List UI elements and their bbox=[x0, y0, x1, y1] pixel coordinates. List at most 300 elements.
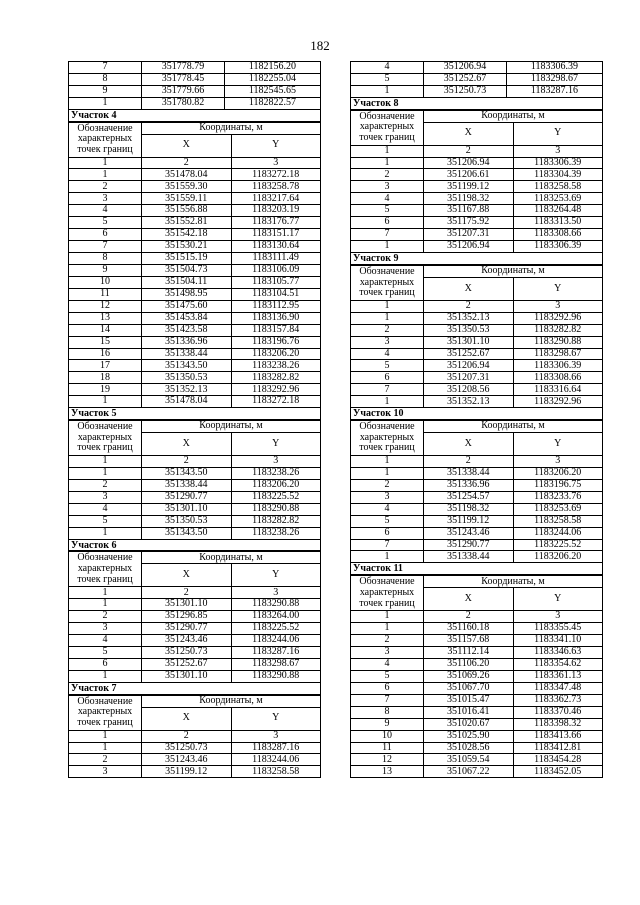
point-number: 3 bbox=[69, 623, 142, 635]
table-row bbox=[351, 396, 603, 408]
point-number: 2 bbox=[69, 754, 142, 766]
header-label-line: точек границ bbox=[77, 573, 133, 585]
point-number: 19 bbox=[69, 384, 142, 396]
x-coordinate: 351252.67 bbox=[424, 73, 507, 85]
column-number-row bbox=[351, 455, 603, 467]
header-label-line: характерных bbox=[359, 586, 415, 598]
point-number: 7 bbox=[351, 384, 424, 396]
y-coordinate: 1183238.26 bbox=[231, 360, 321, 372]
table-row bbox=[69, 324, 321, 336]
header-label-line: Обозначение bbox=[359, 110, 415, 122]
table-row bbox=[351, 193, 603, 205]
point-number: 4 bbox=[351, 62, 424, 74]
section-title: Участок 11 bbox=[350, 563, 603, 575]
column-number-row bbox=[69, 587, 321, 599]
table-row bbox=[69, 658, 321, 670]
point-number: 5 bbox=[69, 217, 142, 229]
y-coordinate: 1183196.76 bbox=[231, 336, 321, 348]
x-coordinate: 351059.54 bbox=[424, 754, 514, 766]
x-coordinate: 351780.82 bbox=[142, 97, 225, 109]
table-row bbox=[351, 324, 603, 336]
table-row bbox=[69, 181, 321, 193]
x-coordinate: 351290.77 bbox=[424, 539, 514, 551]
y-coordinate: 1183454.28 bbox=[513, 754, 603, 766]
x-coordinate: 351250.73 bbox=[424, 85, 507, 97]
x-coordinate: 351250.73 bbox=[142, 742, 232, 754]
x-coordinate: 351198.32 bbox=[424, 193, 514, 205]
y-header: Y bbox=[513, 433, 603, 456]
table-row bbox=[351, 229, 603, 241]
y-coordinate: 1183355.45 bbox=[513, 623, 603, 635]
y-coordinate: 1183206.20 bbox=[513, 467, 603, 479]
table-row bbox=[69, 503, 321, 515]
coordinates-table bbox=[68, 61, 321, 110]
coordinates-table bbox=[350, 420, 603, 563]
x-coordinate: 351552.81 bbox=[142, 217, 232, 229]
table-row bbox=[351, 730, 603, 742]
coordinates-header: Координаты, м bbox=[424, 421, 603, 433]
y-coordinate: 1183398.32 bbox=[513, 718, 603, 730]
table-row bbox=[69, 97, 321, 109]
table-row bbox=[351, 205, 603, 217]
column-number-row bbox=[351, 300, 603, 312]
table-row bbox=[69, 276, 321, 288]
y-coordinate: 1183244.06 bbox=[513, 527, 603, 539]
point-number: 6 bbox=[351, 682, 424, 694]
point-number: 8 bbox=[69, 253, 142, 265]
point-number: 1 bbox=[351, 85, 424, 97]
x-coordinate: 351243.46 bbox=[142, 754, 232, 766]
coordinates-header: Координаты, м bbox=[424, 110, 603, 122]
y-coordinate: 1183292.96 bbox=[231, 384, 321, 396]
x-coordinate: 351352.13 bbox=[424, 312, 514, 324]
point-number: 6 bbox=[69, 229, 142, 241]
table-row bbox=[351, 635, 603, 647]
y-coordinate: 1183233.76 bbox=[513, 491, 603, 503]
table-row bbox=[351, 217, 603, 229]
x-coordinate: 351542.18 bbox=[142, 229, 232, 241]
table-row bbox=[69, 467, 321, 479]
section-title: Участок 4 bbox=[68, 110, 321, 122]
table-row bbox=[69, 241, 321, 253]
y-coordinate: 1183272.18 bbox=[231, 396, 321, 408]
x-coordinate: 351254.57 bbox=[424, 491, 514, 503]
x-header: X bbox=[142, 564, 232, 587]
y-coordinate: 1183316.64 bbox=[513, 384, 603, 396]
x-coordinate: 351475.60 bbox=[142, 300, 232, 312]
coordinates-header: Координаты, м bbox=[142, 122, 321, 134]
column-number: 1 bbox=[69, 587, 142, 599]
table-row bbox=[69, 384, 321, 396]
coordinates-table bbox=[350, 110, 603, 253]
table-row bbox=[69, 479, 321, 491]
y-coordinate: 1183298.67 bbox=[513, 348, 603, 360]
table-row bbox=[69, 264, 321, 276]
section-title: Участок 7 bbox=[68, 683, 321, 695]
x-coordinate: 351206.94 bbox=[424, 157, 514, 169]
point-number: 16 bbox=[69, 348, 142, 360]
point-number: 11 bbox=[69, 288, 142, 300]
y-coordinate: 1183244.06 bbox=[231, 635, 321, 647]
point-number: 1 bbox=[351, 623, 424, 635]
point-number: 2 bbox=[351, 324, 424, 336]
coordinates-header: Координаты, м bbox=[142, 421, 321, 433]
coordinates-header: Координаты, м bbox=[424, 265, 603, 277]
y-coordinate: 1183292.96 bbox=[513, 396, 603, 408]
table-row bbox=[69, 73, 321, 85]
table-row bbox=[69, 527, 321, 539]
point-number: 7 bbox=[351, 229, 424, 241]
y-coordinate: 1183354.62 bbox=[513, 658, 603, 670]
x-header: X bbox=[142, 134, 232, 157]
point-number: 2 bbox=[69, 479, 142, 491]
header-label-line: характерных bbox=[359, 431, 415, 443]
point-number: 2 bbox=[69, 181, 142, 193]
point-number: 1 bbox=[69, 396, 142, 408]
coordinates-table bbox=[68, 122, 321, 409]
x-coordinate: 351167.88 bbox=[424, 205, 514, 217]
table-row bbox=[69, 253, 321, 265]
y-coordinate: 1183361.13 bbox=[513, 670, 603, 682]
table-row bbox=[351, 73, 603, 85]
x-coordinate: 351067.22 bbox=[424, 766, 514, 778]
x-coordinate: 351020.67 bbox=[424, 718, 514, 730]
table-row bbox=[351, 706, 603, 718]
coordinates-header: Координаты, м bbox=[142, 552, 321, 564]
column-number: 1 bbox=[351, 455, 424, 467]
point-number: 11 bbox=[351, 742, 424, 754]
header-label-line: Обозначение bbox=[77, 421, 133, 433]
y-coordinate: 1183217.64 bbox=[231, 193, 321, 205]
x-coordinate: 351106.20 bbox=[424, 658, 514, 670]
point-number: 4 bbox=[351, 503, 424, 515]
table-row bbox=[351, 479, 603, 491]
table-row bbox=[351, 62, 603, 74]
table-row bbox=[351, 503, 603, 515]
table-row bbox=[351, 527, 603, 539]
header-row bbox=[351, 421, 603, 433]
point-number: 1 bbox=[69, 742, 142, 754]
y-coordinate: 1183370.46 bbox=[513, 706, 603, 718]
y-coordinate: 1183258.58 bbox=[231, 766, 321, 778]
header-label-line: точек границ bbox=[77, 442, 133, 454]
point-number: 3 bbox=[351, 647, 424, 659]
x-coordinate: 351530.21 bbox=[142, 241, 232, 253]
point-number: 9 bbox=[69, 264, 142, 276]
y-coordinate: 1183306.39 bbox=[507, 62, 603, 74]
point-number: 10 bbox=[69, 276, 142, 288]
column-number: 2 bbox=[142, 157, 232, 169]
x-header: X bbox=[142, 433, 232, 456]
table-row bbox=[69, 169, 321, 181]
column-number: 1 bbox=[351, 145, 424, 157]
x-coordinate: 351336.96 bbox=[424, 479, 514, 491]
y-coordinate: 1183452.05 bbox=[513, 766, 603, 778]
page-number: 182 bbox=[310, 38, 330, 53]
point-number: 6 bbox=[351, 527, 424, 539]
header-label-line: точек границ bbox=[359, 597, 415, 609]
x-coordinate: 351343.50 bbox=[142, 360, 232, 372]
column-number: 2 bbox=[142, 730, 232, 742]
table-row bbox=[69, 205, 321, 217]
point-number: 2 bbox=[351, 635, 424, 647]
table-row bbox=[351, 348, 603, 360]
point-number: 2 bbox=[351, 169, 424, 181]
table-row bbox=[69, 754, 321, 766]
point-label-header bbox=[351, 110, 424, 145]
table-row bbox=[351, 647, 603, 659]
y-coordinate: 1183290.88 bbox=[513, 336, 603, 348]
point-number: 1 bbox=[351, 157, 424, 169]
y-coordinate: 1183412.81 bbox=[513, 742, 603, 754]
table-row bbox=[69, 396, 321, 408]
x-coordinate: 351515.19 bbox=[142, 253, 232, 265]
y-header: Y bbox=[231, 564, 321, 587]
y-coordinate: 1183413.66 bbox=[513, 730, 603, 742]
point-number: 4 bbox=[351, 658, 424, 670]
x-coordinate: 351350.53 bbox=[424, 324, 514, 336]
x-coordinate: 351778.45 bbox=[142, 73, 225, 85]
x-coordinate: 351352.13 bbox=[424, 396, 514, 408]
column-number-row bbox=[69, 455, 321, 467]
header-row bbox=[351, 265, 603, 277]
point-number: 1 bbox=[351, 312, 424, 324]
column-number: 2 bbox=[424, 145, 514, 157]
column-number: 3 bbox=[231, 455, 321, 467]
column-number: 1 bbox=[351, 300, 424, 312]
y-coordinate: 1183238.26 bbox=[231, 467, 321, 479]
column-number: 2 bbox=[424, 300, 514, 312]
x-header: X bbox=[424, 433, 514, 456]
table-row bbox=[69, 300, 321, 312]
x-coordinate: 351206.94 bbox=[424, 62, 507, 74]
x-header: X bbox=[424, 122, 514, 145]
header-label-line: точек границ bbox=[77, 143, 133, 155]
point-number: 2 bbox=[351, 479, 424, 491]
table-row bbox=[69, 229, 321, 241]
table-row bbox=[351, 623, 603, 635]
table-row bbox=[69, 288, 321, 300]
y-coordinate: 1183151.17 bbox=[231, 229, 321, 241]
point-number: 9 bbox=[69, 85, 142, 97]
x-coordinate: 351778.79 bbox=[142, 62, 225, 74]
x-coordinate: 351350.53 bbox=[142, 515, 232, 527]
table-row bbox=[69, 372, 321, 384]
table-row bbox=[351, 766, 603, 778]
table-row bbox=[351, 181, 603, 193]
x-coordinate: 351423.58 bbox=[142, 324, 232, 336]
x-coordinate: 351250.73 bbox=[142, 646, 232, 658]
table-row bbox=[351, 670, 603, 682]
x-coordinate: 351290.77 bbox=[142, 491, 232, 503]
y-coordinate: 1183106.09 bbox=[231, 264, 321, 276]
y-coordinate: 1183346.63 bbox=[513, 647, 603, 659]
x-coordinate: 351207.31 bbox=[424, 229, 514, 241]
y-coordinate: 1183203.19 bbox=[231, 205, 321, 217]
x-header: X bbox=[424, 588, 514, 611]
point-number: 10 bbox=[351, 730, 424, 742]
x-coordinate: 351199.12 bbox=[142, 766, 232, 778]
point-label-header bbox=[69, 421, 142, 456]
x-coordinate: 351198.32 bbox=[424, 503, 514, 515]
x-coordinate: 351559.30 bbox=[142, 181, 232, 193]
point-number: 3 bbox=[351, 181, 424, 193]
point-number: 1 bbox=[69, 97, 142, 109]
table-row bbox=[351, 491, 603, 503]
y-coordinate: 1183264.00 bbox=[231, 611, 321, 623]
point-label-header bbox=[351, 265, 424, 300]
point-number: 1 bbox=[69, 467, 142, 479]
y-coordinate: 1183225.52 bbox=[513, 539, 603, 551]
point-number: 3 bbox=[69, 766, 142, 778]
y-coordinate: 1183282.82 bbox=[231, 515, 321, 527]
table-row bbox=[351, 658, 603, 670]
point-number: 9 bbox=[351, 718, 424, 730]
header-label-line: Обозначение bbox=[77, 695, 133, 707]
point-number: 18 bbox=[69, 372, 142, 384]
column-number: 1 bbox=[69, 157, 142, 169]
point-number: 1 bbox=[351, 241, 424, 253]
x-coordinate: 351343.50 bbox=[142, 527, 232, 539]
y-coordinate: 1183196.75 bbox=[513, 479, 603, 491]
section-title: Участок 5 bbox=[68, 408, 321, 420]
coordinates-header: Координаты, м bbox=[142, 695, 321, 707]
column-number: 3 bbox=[513, 455, 603, 467]
y-coordinate: 1183225.52 bbox=[231, 623, 321, 635]
header-label-line: характерных bbox=[77, 563, 133, 575]
x-coordinate: 351478.04 bbox=[142, 169, 232, 181]
y-coordinate: 1183290.88 bbox=[231, 599, 321, 611]
x-coordinate: 351498.95 bbox=[142, 288, 232, 300]
point-number: 7 bbox=[69, 241, 142, 253]
table-row bbox=[69, 611, 321, 623]
y-coordinate: 1183306.39 bbox=[513, 157, 603, 169]
table-row bbox=[351, 682, 603, 694]
point-number: 8 bbox=[69, 73, 142, 85]
left-column bbox=[68, 61, 321, 778]
section-title: Участок 9 bbox=[350, 253, 603, 265]
y-coordinate: 1183253.69 bbox=[513, 193, 603, 205]
point-label-header bbox=[351, 421, 424, 456]
table-row bbox=[351, 336, 603, 348]
y-coordinate: 1183104.51 bbox=[231, 288, 321, 300]
y-coordinate: 1183298.67 bbox=[231, 658, 321, 670]
table-row bbox=[351, 241, 603, 253]
x-coordinate: 351112.14 bbox=[424, 647, 514, 659]
x-coordinate: 351352.13 bbox=[142, 384, 232, 396]
table-row bbox=[69, 312, 321, 324]
header-label-line: точек границ bbox=[359, 442, 415, 454]
right-column bbox=[350, 61, 603, 778]
x-coordinate: 351069.26 bbox=[424, 670, 514, 682]
point-number: 7 bbox=[351, 694, 424, 706]
y-coordinate: 1183206.20 bbox=[513, 551, 603, 563]
x-coordinate: 351252.67 bbox=[142, 658, 232, 670]
point-number: 1 bbox=[69, 599, 142, 611]
header-label-line: характерных bbox=[359, 121, 415, 133]
coordinates-table bbox=[350, 61, 603, 98]
table-row bbox=[351, 312, 603, 324]
point-number: 4 bbox=[69, 635, 142, 647]
section-title: Участок 10 bbox=[350, 408, 603, 420]
point-number: 5 bbox=[351, 73, 424, 85]
y-coordinate: 1183313.50 bbox=[513, 217, 603, 229]
x-coordinate: 351559.11 bbox=[142, 193, 232, 205]
x-coordinate: 351556.88 bbox=[142, 205, 232, 217]
x-coordinate: 351206.94 bbox=[424, 241, 514, 253]
column-number: 2 bbox=[142, 455, 232, 467]
point-number: 12 bbox=[351, 754, 424, 766]
header-row bbox=[69, 122, 321, 134]
point-number: 5 bbox=[351, 670, 424, 682]
y-coordinate: 1183308.66 bbox=[513, 229, 603, 241]
x-coordinate: 351504.73 bbox=[142, 264, 232, 276]
y-coordinate: 1183282.82 bbox=[513, 324, 603, 336]
table-row bbox=[69, 515, 321, 527]
point-number: 15 bbox=[69, 336, 142, 348]
column-number: 3 bbox=[513, 611, 603, 623]
column-number-row bbox=[69, 730, 321, 742]
x-coordinate: 351028.56 bbox=[424, 742, 514, 754]
header-label-line: Обозначение bbox=[359, 265, 415, 277]
table-row bbox=[69, 348, 321, 360]
column-number: 2 bbox=[424, 611, 514, 623]
x-coordinate: 351290.77 bbox=[142, 623, 232, 635]
point-label-header bbox=[351, 576, 424, 611]
point-number: 3 bbox=[69, 491, 142, 503]
x-coordinate: 351338.44 bbox=[424, 551, 514, 563]
header-label-line: характерных bbox=[359, 276, 415, 288]
point-label-header bbox=[69, 695, 142, 730]
x-coordinate: 351199.12 bbox=[424, 515, 514, 527]
x-coordinate: 351157.68 bbox=[424, 635, 514, 647]
y-header: Y bbox=[231, 134, 321, 157]
table-row bbox=[351, 467, 603, 479]
x-coordinate: 351067.70 bbox=[424, 682, 514, 694]
column-number: 3 bbox=[513, 145, 603, 157]
table-row bbox=[69, 766, 321, 778]
point-number: 7 bbox=[351, 539, 424, 551]
point-label-header bbox=[69, 122, 142, 157]
y-coordinate: 1183272.18 bbox=[231, 169, 321, 181]
section-title: Участок 6 bbox=[68, 540, 321, 552]
point-number: 1 bbox=[69, 169, 142, 181]
table-row bbox=[69, 742, 321, 754]
point-number: 12 bbox=[69, 300, 142, 312]
point-number: 4 bbox=[351, 348, 424, 360]
y-coordinate: 1183282.82 bbox=[231, 372, 321, 384]
y-coordinate: 1183290.88 bbox=[231, 670, 321, 682]
y-coordinate: 1183130.64 bbox=[231, 241, 321, 253]
column-number-row bbox=[351, 611, 603, 623]
column-number-row bbox=[351, 145, 603, 157]
column-number: 2 bbox=[142, 587, 232, 599]
table-row bbox=[69, 635, 321, 647]
point-number: 13 bbox=[351, 766, 424, 778]
x-coordinate: 351504.11 bbox=[142, 276, 232, 288]
y-coordinate: 1182156.20 bbox=[225, 62, 321, 74]
x-coordinate: 351343.50 bbox=[142, 467, 232, 479]
x-coordinate: 351206.94 bbox=[424, 360, 514, 372]
point-number: 5 bbox=[69, 515, 142, 527]
column-number: 1 bbox=[351, 611, 424, 623]
section-title: Участок 8 bbox=[350, 98, 603, 110]
point-number: 5 bbox=[69, 646, 142, 658]
column-number: 1 bbox=[69, 730, 142, 742]
x-header: X bbox=[424, 277, 514, 300]
x-coordinate: 351252.67 bbox=[424, 348, 514, 360]
point-number: 1 bbox=[69, 527, 142, 539]
